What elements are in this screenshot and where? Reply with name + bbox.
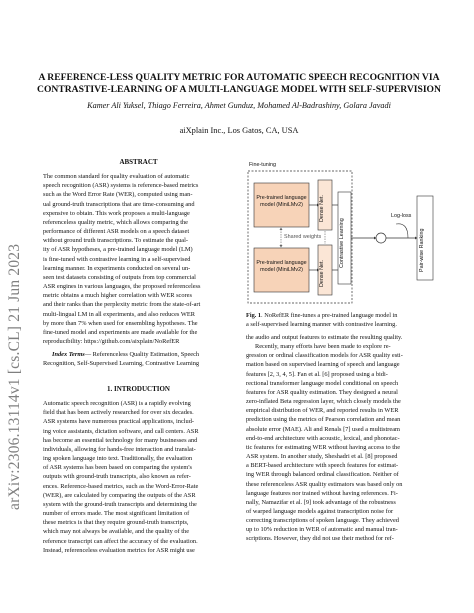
lm-label-bottom: Pre-trained language model (MiniLMv2): [256, 260, 307, 273]
index-terms-label: Index Terms: [52, 351, 85, 359]
body-line: a BERT-based architecture with speech features for estimat-: [246, 462, 399, 470]
intro-line: Automatic speech recognition (ASR) is a rapidly evolving: [43, 400, 191, 408]
abstract-line: is fine-tuned with contrastive learning in a self-supervised: [43, 255, 191, 263]
abstract-line: without ground truth transcriptions. To estimate the qual-: [43, 237, 188, 245]
abstract-line: seen test datasets consisting of outputs from top commercial: [43, 273, 196, 281]
intro-line: which may not always be available, and the quality of the: [43, 528, 190, 536]
intro-line: field that has been actively researched for over six decades.: [43, 409, 194, 417]
shared-weights-label: Shared weights: [284, 234, 322, 240]
abstract-line: ual ground-truth transcriptions that are time-consuming and: [43, 200, 195, 208]
dense-net-top-label: Dense Net.: [319, 195, 325, 222]
arxiv-id: arXiv:2306.13114v1 [cs.CL] 21 Jun 2023: [6, 243, 23, 510]
dense-net-bottom-label: Dense Net.: [319, 260, 325, 287]
abstract-line: learning manner. In experiments conducted on several un-: [43, 264, 191, 272]
intro-line: ing spoken language into text. Traditionally, the evaluation: [43, 455, 193, 463]
abstract-line: referenceless quality metric, which allows comparing the: [43, 218, 188, 226]
body-line: scriptions. However, they did not use their method for ref-: [246, 535, 394, 543]
intro-line: has become an essential technology for many businesses and: [43, 436, 198, 444]
body-line: of warped language models against transcription noise for: [246, 507, 394, 515]
body-line: zero-inflated Beta regression layer, which closely models the: [246, 398, 401, 406]
lm-label-top: Pre-trained language model (MiniLMv2): [256, 195, 307, 208]
intro-line: system with the ground-truth transcripts and determining the: [43, 500, 197, 508]
paper-title: [30, 72, 448, 96]
right-body: [246, 333, 439, 544]
abstract-line: ASR engines in various languages, the proposed referenceless: [43, 283, 201, 291]
log-loss-arrow: [396, 224, 408, 238]
caption-label: Fig. 1: [246, 312, 262, 319]
intro-line: ing voice assistants, dictation software, and call centers. ASR: [43, 427, 199, 435]
body-line: features for ASR quality estimation. They designed a neural: [246, 388, 398, 396]
index-terms-line-2: Recognition, Self-Supervised Learning, Contrastive Learning: [43, 360, 200, 368]
body-line: end-to-end architecture with acoustic, lexical, and phonotac-: [246, 434, 400, 442]
intro-line: reference transcript can affect the accuracy of the evaluation.: [43, 537, 198, 545]
body-line: correcting transcriptions of spoken language. They achieved: [246, 517, 399, 525]
abstract-heading: ABSTRACT: [119, 158, 158, 166]
abstract-line: metric obtains a much higher correlation with WER scores: [43, 292, 192, 300]
body-line: these referenceless ASR quality estimators was based only on: [246, 480, 403, 488]
caption-line-1: . NoRefER fine-tunes a pre-trained language model in: [261, 312, 398, 319]
abstract-line: performance of different ASR models on a speech dataset: [43, 228, 190, 236]
abstract-line: such as the Word Error Rate (WER), computed using man-: [43, 191, 193, 199]
title-line-1: A REFERENCE-LESS QUALITY METRIC FOR AUTOMATIC SPEECH RECOGNITION VIA: [38, 72, 440, 83]
body-line: up to 10% reduction in WER of automatic and manual tran-: [246, 526, 398, 534]
body-line: prediction using the metrics of Pearson correlation and mean: [246, 416, 401, 424]
body-line: language features nor trained without having references. Fi-: [246, 489, 398, 497]
intro-body: [43, 399, 234, 555]
abstract-line: ity of ASR hypotheses, a pre-trained language model (LM): [43, 246, 193, 254]
intro-line: (WER), are calculated by comparing the outputs of the ASR: [43, 491, 196, 499]
body-line: nally, Namazifar et al. [9] took advantage of the robustness: [246, 498, 396, 506]
intro-section: [43, 385, 234, 555]
finetuning-label: Fine-tuning: [249, 162, 276, 168]
abstract-body: [43, 172, 234, 346]
body-line: absolute error (MAE). Ali and Renals [7] used a multistream: [246, 425, 400, 433]
abstract-line: speech recognition (ASR) systems is reference-based metrics: [43, 182, 199, 190]
body-line: ASR system. In another study, Sheshadri et al. [8] proposed: [246, 453, 398, 461]
title-line-2: CONTRASTIVE-LEARNING OF A MULTI-LANGUAGE MODEL WITH SELF-SUPERVISION: [37, 84, 441, 95]
body-line: Recently, many efforts have been made to explore re-: [255, 343, 391, 351]
pairwise-ranking-label: Pair-wise Ranking: [419, 228, 425, 272]
body-line: mation based on supervised learning of speech and language: [246, 361, 400, 369]
body-line: the audio and output features to estimate the resulting quality.: [246, 334, 403, 341]
body-line: rectional transformer language model conditional on speech: [246, 379, 399, 387]
arxiv-sidebar: [4, 110, 26, 510]
body-line: empirical distribution of WER, and reported results in WER: [246, 407, 399, 415]
intro-heading: 1. INTRODUCTION: [106, 385, 170, 393]
contrastive-label: Contrastive Learning: [339, 218, 345, 268]
intro-line: number of errors made. The most significant limitation of: [43, 510, 190, 518]
index-terms: [43, 350, 234, 368]
abstract-line: by more than 7% when used for ensembling hypotheses. The: [43, 319, 198, 327]
caption-line-2: a self-supervised learning manner with contrastive learning.: [246, 321, 397, 328]
log-loss-label: Log-loss: [391, 213, 412, 219]
abstract-line: fine-tuned model and experiments are made available for the: [43, 328, 198, 336]
intro-line: these metrics is that they require ground-truth transcripts,: [43, 519, 189, 527]
body-line: ing WER through balanced ordinal classification. Neither of: [246, 471, 399, 479]
arrowhead-shared-down: [280, 245, 283, 248]
arrowhead-to-node: [374, 237, 376, 240]
abstract-line: reproducibility: https://github.com/aixplain/NoRefER: [43, 337, 180, 345]
intro-line: outputs with ground-truth transcripts, also known as refer-: [43, 473, 191, 481]
right-body-lines: [246, 333, 439, 544]
abstract-line: and their ranks than the perplexity metric from the state-of-art: [43, 301, 201, 309]
index-terms-line-1: — Referenceless Quality Estimation, Speech: [84, 351, 200, 359]
intro-line: ASR systems have numerous practical applications, includ-: [43, 418, 194, 426]
abstract-line: The common standard for quality evaluation of automatic: [43, 173, 190, 181]
intro-line: Instead, referenceless evaluation metrics for ASR might use: [43, 546, 195, 554]
sum-node: [376, 233, 386, 243]
abstract-section: [43, 158, 234, 368]
abstract-line: multi-lingual LM in all experiments, and also reduces WER: [43, 310, 195, 318]
figure-1: [246, 162, 439, 309]
intro-line: ences. Reference-based metrics, such as the Word-Error-Rate: [43, 482, 199, 490]
intro-line: individuals, allowing for hands-free interaction and translat-: [43, 445, 196, 453]
arrowhead-shared-up: [280, 228, 283, 231]
authors: Kamer Ali Yuksel, Thiago Ferreira, Ahmet Gunduz, Mohamed Al-Badrashiny, Golara Javadi: [87, 101, 391, 110]
affiliation: aiXplain Inc., Los Gatos, CA, USA: [179, 126, 299, 135]
body-line: tic features for estimating WER without having access to the: [246, 443, 401, 451]
abstract-line: expensive to obtain. This work proposes a multi-language: [43, 209, 190, 217]
body-line: features [2, 3, 4, 5]. Fan et al. [6] proposed using a bidi-: [246, 370, 388, 378]
intro-line: of ASR systems has been based on comparing the system's: [43, 464, 192, 472]
body-line: gression or ordinal classification models for ASR quality esti-: [246, 352, 403, 360]
figure-caption: [246, 311, 439, 329]
